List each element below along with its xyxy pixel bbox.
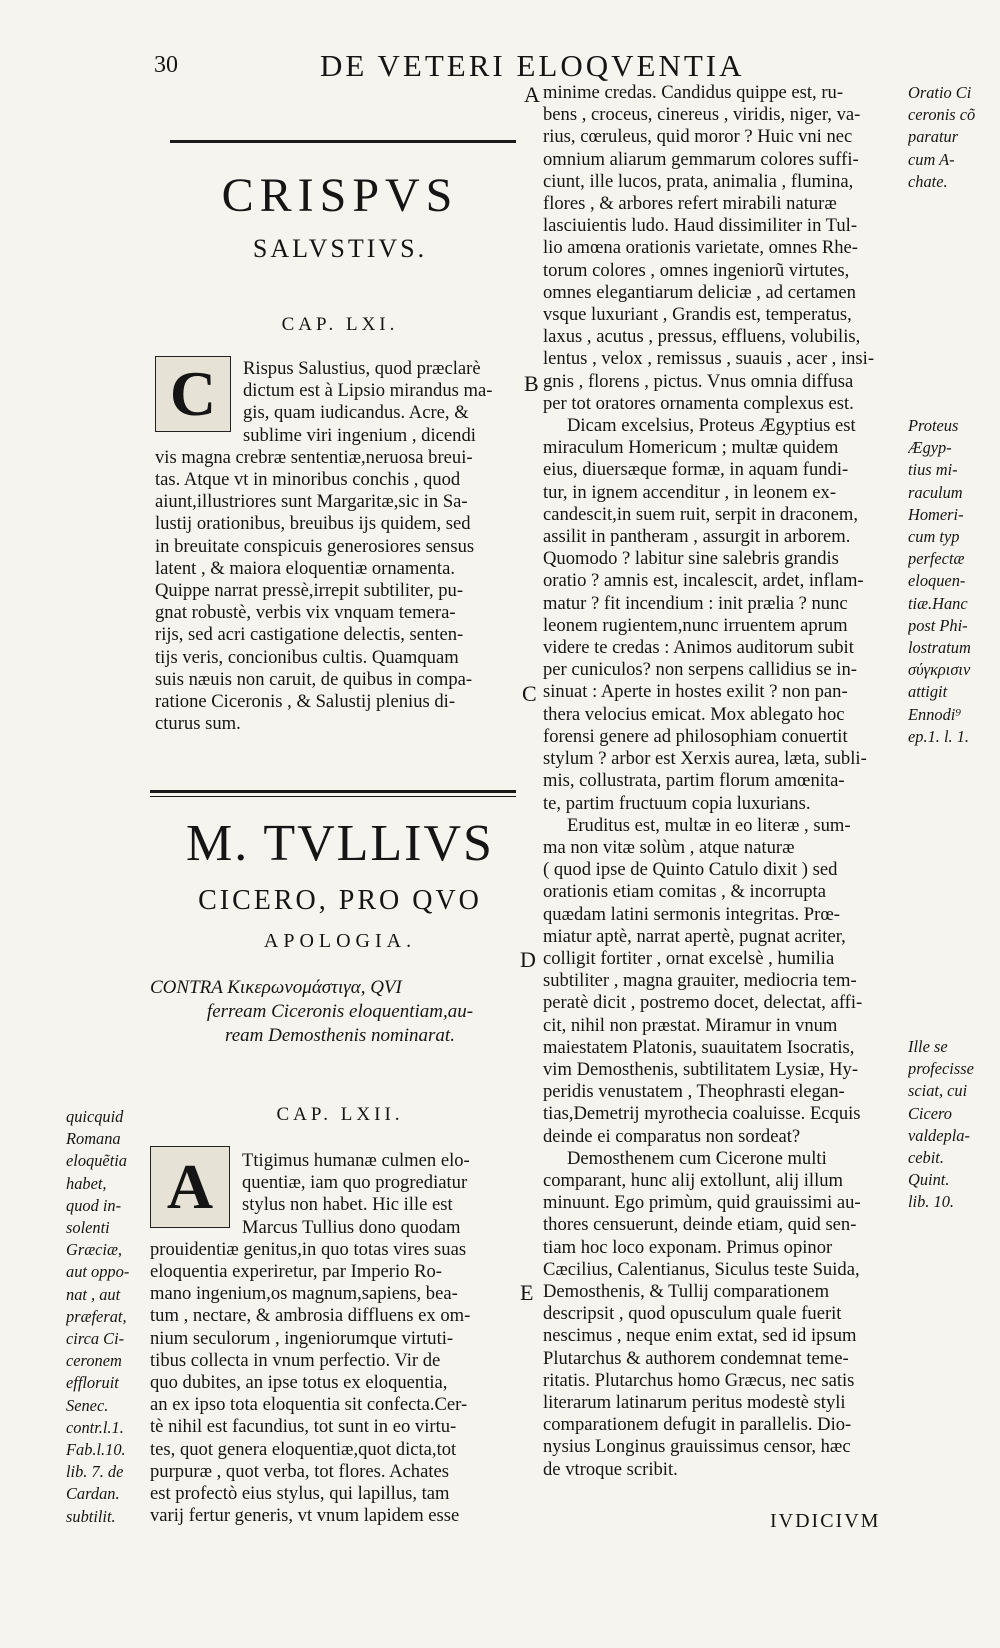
text-line: colligit fortiter , ornat excelsè , humilia (543, 947, 835, 969)
text-line: vis magna crebræ sententiæ,neruosa breui- (155, 446, 473, 468)
text-line: ( quod ipse de Quinto Catulo dixit ) sed (543, 859, 838, 881)
text-line: tè nihil est facundius, tot sunt in eo virtu- (150, 1416, 457, 1438)
margin-note: Ennodi⁹ (908, 704, 962, 724)
text-line: varij fertur generis, vt vnum lapidem esse (150, 1505, 460, 1527)
text-line: prouidentiæ genitus,in quo totas vires suas (150, 1238, 467, 1260)
section-rule (150, 790, 516, 793)
margin-note: lib. 10. (908, 1192, 954, 1212)
margin-note: σύγκρισιν (908, 660, 971, 680)
contra-line: ream Demosthenis nominarat. (225, 1025, 455, 1046)
text-line: minime credas. Candidus quippe est, ru- (543, 82, 844, 103)
margin-note: Romana (66, 1129, 121, 1149)
margin-note: subtilit. (66, 1506, 116, 1526)
text-line: omnes elegantiarum deliciæ , ad certamen (543, 281, 856, 303)
margin-note: eloquẽtia (66, 1151, 127, 1171)
text-line: minuunt. Ego primùm, quid grauissimi au- (543, 1192, 861, 1214)
text-line: de vtroque scribit. (543, 1458, 678, 1480)
margin-note: lostratum (908, 638, 971, 658)
text-line: quo dubites, an ipse totus ex eloquentia, (150, 1372, 448, 1394)
chapter-heading: CAP. LXI. (281, 314, 399, 335)
text-line: deinde ei comparatus non sordeat? (543, 1125, 801, 1147)
text-line: ciunt, ille lucos, prata, animalia , flumina, (543, 170, 854, 192)
text-line: per tot oratores ornamenta complexus est. (543, 392, 854, 414)
chapter-heading: CAP. LXII. (276, 1104, 404, 1125)
text-line: candescit,in suem ruit, serpit in draconem, (543, 503, 858, 525)
text-line: descripsit , quod opusculum quale fuerit (543, 1303, 842, 1325)
text-line: comparationem defugit in parallelis. Dio- (543, 1414, 852, 1436)
margin-note: paratur (908, 127, 959, 147)
text-line: nysius Longinus grauissimus censor, hæc (543, 1436, 851, 1458)
section-letter: E (520, 1280, 534, 1305)
right-margin-notes-3 (908, 1036, 1000, 1214)
text-line: subtiliter , magna grauiter, mediocria tem- (543, 970, 857, 992)
text-line: nium seculorum , ingeniorumque virtuti- (150, 1327, 454, 1349)
chapter-text-salustius (155, 358, 517, 735)
text-line: stylum ? arbor est Xerxis aurea, læta, subli- (543, 748, 867, 770)
margin-note: perfectæ (908, 549, 965, 569)
text-line: Quippe narrat pressè,irrepit subtiliter, pu- (155, 580, 464, 602)
text-line: per cuniculos? non serpens callidius se in- (543, 659, 857, 681)
text-line: tias,Demetrij myrothecia coaluisse. Ecquis (543, 1103, 861, 1125)
text-line: dictum est à Lipsio mirandus ma- (243, 380, 493, 402)
text-line: bens , croceus, cinereus , viridis, niger, va- (543, 104, 861, 126)
text-line: Quomodo ? labitur sine salebris grandis (543, 548, 839, 570)
dropcap-initial: A (150, 1146, 230, 1228)
margin-note: profecisse (908, 1059, 974, 1079)
text-line: lustij orationibus, breuibus ijs quidem, sed (155, 513, 471, 535)
margin-note: cebit. (908, 1148, 944, 1168)
margin-note: Cicero (908, 1103, 953, 1123)
text-line: orationis etiam comitas , & incorrupta (543, 881, 826, 903)
text-line: Dicam excelsius, Proteus Ægyptius est (567, 415, 856, 437)
margin-note: Oratio Ci (908, 83, 972, 102)
margin-note: habet, (66, 1173, 107, 1193)
text-line: tijs veris, concionibus cultis. Quamquam (155, 646, 459, 668)
dropcap-initial: C (155, 356, 231, 432)
margin-note: tius mi- (908, 460, 958, 480)
text-line: eius, diuersæque formæ, in aquam fundi- (543, 459, 849, 481)
text-line: peratè dicit , postremo docet, delectat, affi- (543, 992, 863, 1014)
text-line: comparant, hunc alij extollunt, alij illum (543, 1169, 844, 1191)
text-line: quentiæ, iam quo progrediatur (242, 1172, 468, 1194)
section-rule (170, 140, 516, 143)
text-line: suis næuis non caruit, de quibus in compa- (155, 668, 473, 690)
margin-note: raculum (908, 482, 963, 502)
margin-note: post Phi- (908, 615, 968, 635)
text-line: omnium aliarum gemmarum colores suffi- (543, 148, 859, 170)
text-line: miatur aptè, narrat apertè, pugnat acriter, (543, 925, 846, 947)
text-line: Rispus Salustius, quod præclarè (243, 358, 481, 379)
text-line: thera velocius emicat. Mox ablegato hoc (543, 703, 845, 725)
text-line: tes, quot genera eloquentiæ,quot dicta,tot (150, 1438, 457, 1460)
text-line: lentus , velox , remissus , suauis , acer , insi- (543, 348, 875, 370)
text-line: aiunt,illustriores sunt Margaritæ,sic in Sa- (155, 491, 468, 513)
margin-note: Cardan. (66, 1484, 120, 1504)
text-line: Plutarchus & authorem condemnat teme- (543, 1347, 849, 1369)
text-line: sublime viri ingenium , dicendi (243, 424, 476, 446)
text-line: forensi genere ad philosophiam conuertit (543, 725, 848, 747)
section-subtitle-tullius: CICERO, PRO QVO (198, 885, 482, 916)
margin-note: Ille se (908, 1037, 948, 1056)
margin-note: eloquen- (908, 571, 966, 591)
margin-note: ceronem (66, 1351, 122, 1371)
text-line: tum , nectare, & ambrosia diffluens ex om- (150, 1305, 471, 1327)
contra-line: CONTRA Κικερωνομάστιγα, QVI (150, 977, 402, 998)
text-line: rius, cœruleus, quid moror ? Huic vni nec (543, 126, 853, 148)
margin-note: Fab.l.10. (66, 1440, 126, 1460)
text-line: tas. Atque vt in minoribus conchis , quod (155, 469, 461, 491)
text-line: gnis , florens , pictus. Vnus omnia diffusa (543, 370, 854, 392)
section-letter: A (524, 82, 540, 107)
text-line: assilit in pantheram , assurgit in arborem. (543, 526, 851, 548)
text-line: gis, quam iudicandus. Acre, & (243, 402, 469, 424)
text-line: Demosthenis, & Tullij comparationem (543, 1280, 830, 1302)
section-letter: C (522, 681, 537, 706)
text-line: torum colores , omnes ingeniorũ virtutes, (543, 259, 850, 281)
text-line: ma non vitæ solùm , atque naturæ (543, 836, 795, 858)
text-line: nescimus , neque enim extat, sed id ipsum (543, 1325, 857, 1347)
margin-note: ceronis cõ (908, 105, 976, 125)
section-title-tullius: M. TVLLIVS (186, 815, 494, 872)
text-line: in breuitate conspicuis generosiores sensus (155, 535, 475, 557)
section-subtitle-salustius: SALVSTIVS. (252, 234, 428, 263)
text-line: peridis venustatem , Theophrasti elegan- (543, 1081, 845, 1103)
chapter-text-tullius (150, 1150, 520, 1527)
margin-note: solenti (66, 1218, 110, 1238)
text-line: te, partim fructuum copia luxurians. (543, 792, 811, 814)
text-line: gnat robustè, verbis vix vnquam temera- (155, 602, 456, 624)
text-line: videre te credas : Animos auditorum subit (543, 637, 854, 659)
text-line: Cæcilius, Calentianus, Siculus teste Suida, (543, 1258, 860, 1280)
text-line: tibus collecta in vnum perfectio. Vir de (150, 1349, 441, 1371)
margin-note: Ægyp- (908, 438, 952, 458)
text-line: ratione Ciceronis , & Salustij plenius di- (155, 691, 456, 713)
text-line: ritatis. Plutarchus homo Græcus, nec satis (543, 1369, 855, 1391)
section-subtitle-apologia: APOLOGIA. (263, 930, 417, 952)
right-column-text (543, 82, 905, 1481)
text-line: thores censuerunt, deinde etiam, quid sen- (543, 1214, 857, 1236)
text-line: Eruditus est, multæ in eo literæ , sum- (567, 814, 851, 836)
margin-note: valdepla- (908, 1125, 970, 1145)
margin-note: cum typ (908, 527, 960, 547)
running-title: DE VETERI ELOQVENTIA (320, 48, 745, 83)
text-line: rijs, sed acri castigatione delectis, senten- (155, 624, 464, 646)
text-line: lio amœna orationis varietate, omnes Rhe- (543, 237, 858, 259)
contra-line: ferream Ciceronis eloquentiam,au- (206, 1001, 474, 1022)
text-line: est profectò eius stylus, qui lapillus, tam (150, 1483, 450, 1505)
margin-note: ep.1. l. 1. (908, 726, 970, 746)
margin-note: cum A- (908, 149, 955, 169)
text-line: Demosthenem cum Cicerone multi (567, 1147, 827, 1169)
text-line: stylus non habet. Hic ille est (242, 1194, 453, 1216)
section-title-salustius: CRISPVS (221, 169, 459, 222)
text-line: Marcus Tullius dono quodam (242, 1216, 461, 1238)
margin-note: tiæ.Hanc (908, 593, 968, 613)
section-rule (150, 796, 516, 797)
text-line: cit, nihil non præstat. Miramur in vnum (543, 1014, 838, 1036)
text-line: vsque luxuriant , Grandis est, temperatus, (543, 304, 852, 326)
text-line: flores , & arbores refert mirabili naturæ (543, 193, 837, 215)
text-line: sinuat : Aperte in hostes exilit ? non pan- (543, 681, 848, 703)
text-line: lasciuientis ludo. Haud dissimiliter in Tul- (543, 215, 858, 237)
text-line: an ex ipso tota eloquentia sit confecta.Cer- (150, 1394, 468, 1416)
text-line: Ttigimus humanæ culmen elo- (242, 1150, 470, 1171)
margin-note: contr.l.1. (66, 1417, 124, 1437)
margin-note: quod in- (66, 1195, 122, 1215)
margin-note: nat , aut (66, 1284, 121, 1304)
section-letter: B (524, 371, 539, 396)
section-letter: D (520, 947, 536, 972)
left-margin-notes (66, 1106, 152, 1528)
catchword: IVDICIVM (770, 1510, 881, 1532)
margin-note: aut oppo- (66, 1262, 130, 1282)
right-margin-notes-1 (908, 82, 1000, 193)
margin-note: circa Ci- (66, 1329, 125, 1349)
margin-note: præferat, (66, 1306, 127, 1326)
right-margin-notes-2 (908, 415, 1000, 748)
text-line: mis, collustrata, partim florum amœnita- (543, 770, 845, 792)
text-line: matur ? fit incendium : init prælia ? nunc (543, 592, 848, 614)
margin-note: Quint. (908, 1170, 950, 1190)
text-line: purpuræ , quot verba, tot flores. Achates (150, 1460, 449, 1482)
text-line: tur, in ignem accenditur , in leonem ex- (543, 481, 837, 503)
text-line: oratio ? amnis est, incalescit, ardet, inflam- (543, 570, 864, 592)
text-line: laxus , acutus , pressus, effluens, volubilis, (543, 326, 861, 348)
margin-note: attigit (908, 682, 948, 702)
margin-note: chate. (908, 171, 948, 191)
margin-note: effloruit (66, 1373, 119, 1393)
text-line: tiam hoc loco exponam. Primus opinor (543, 1236, 833, 1258)
text-line: eloquentia experiretur, par Imperio Ro- (150, 1261, 442, 1283)
margin-note: lib. 7. de (66, 1462, 124, 1482)
text-line: literarum latinarum peritus modestè styli (543, 1391, 846, 1413)
margin-note: Proteus (908, 416, 959, 435)
margin-note: quicquid (66, 1107, 124, 1126)
margin-note: sciat, cui (908, 1081, 968, 1101)
margin-note: Homeri- (908, 504, 964, 524)
text-line: quædam latini sermonis integritas. Prœ- (543, 903, 840, 925)
text-line: miraculum Homericum ; multæ quidem (543, 437, 839, 459)
text-line: cturus sum. (155, 713, 241, 735)
text-line: maiestatem Platonis, suauitatem Isocratis, (543, 1036, 855, 1058)
margin-note: Græciæ, (66, 1240, 123, 1260)
margin-note: Senec. (66, 1395, 109, 1415)
contra-heading (150, 976, 530, 1048)
page-number: 30 (154, 52, 178, 78)
text-line: leonem rugientem,nunc irruentem aprum (543, 614, 848, 636)
text-line: mano ingenium,os magnum,sapiens, bea- (150, 1283, 458, 1305)
text-line: vim Demosthenis, subtilitatem Lysiæ, Hy- (543, 1058, 859, 1080)
text-line: latent , & maiora eloquentiæ ornamenta. (155, 557, 455, 579)
